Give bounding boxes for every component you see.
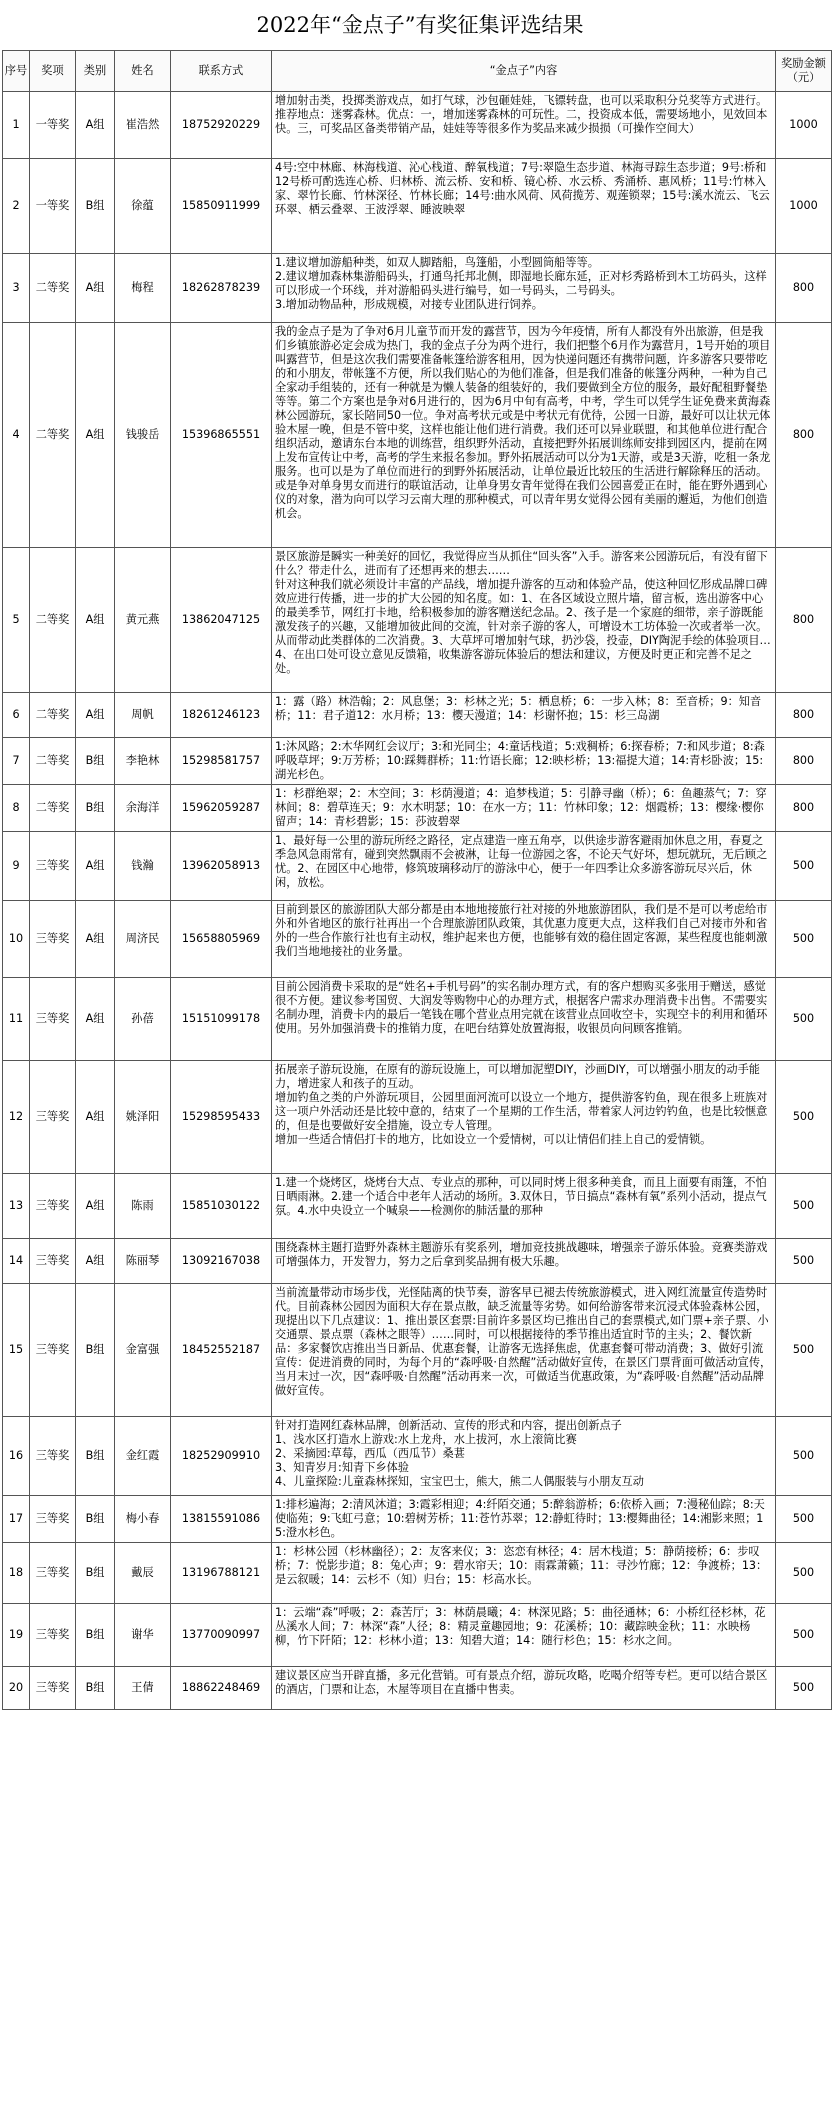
table-row xyxy=(3,832,832,901)
group-cell: B组 xyxy=(76,738,115,785)
award-cell: 二等奖 xyxy=(30,738,76,785)
header-seq: 序号 xyxy=(3,51,30,92)
name-cell: 周济民 xyxy=(115,901,171,978)
amount-cell: 800 xyxy=(776,693,832,738)
group-cell: A组 xyxy=(76,901,115,978)
header-content: “金点子”内容 xyxy=(272,51,776,92)
seq-cell: 15 xyxy=(3,1284,30,1417)
seq-cell: 7 xyxy=(3,738,30,785)
amount-cell: 800 xyxy=(776,254,832,323)
award-cell: 二等奖 xyxy=(30,548,76,693)
group-cell: B组 xyxy=(76,159,115,254)
amount-cell: 500 xyxy=(776,1284,832,1417)
name-cell: 王倩 xyxy=(115,1667,171,1710)
name-cell: 金红霞 xyxy=(115,1417,171,1496)
group-cell: A组 xyxy=(76,978,115,1061)
award-cell: 三等奖 xyxy=(30,1239,76,1284)
table-row xyxy=(3,785,832,832)
amount-cell: 500 xyxy=(776,901,832,978)
content-cell: 拓展亲子游玩设施，在原有的游玩设施上，可以增加泥塑DIY，沙画DIY，可以增强小朋友的动手能力，增进家人和孩子的互动。 增加钓鱼之类的户外游玩项目，公园里面河流可以设立一个地方，提供游客钓鱼，现在很多上班族对这一项户外活动还是比较中意的，结束了一个星期的工作生活，带着家人河边钓钓鱼，也是比较惬意的，但是也要做好安全措施，设立专人管理。 增加一些适合情侣打卡的地方，比如设立一个爱情树，可以让情侣们挂上自己的爱情锁。 xyxy=(272,1061,776,1174)
amount-cell: 500 xyxy=(776,1604,832,1667)
award-cell: 三等奖 xyxy=(30,978,76,1061)
award-cell: 一等奖 xyxy=(30,159,76,254)
table-row xyxy=(3,693,832,738)
table-row xyxy=(3,1239,832,1284)
contact-cell: 15298581757 xyxy=(171,738,272,785)
content-cell: 围绕森林主题打造野外森林主题游乐有奖系列，增加竞技挑战趣味，增强亲子游乐体验。竞赛类游戏可增强体力，开发智力，努力之后拿到奖品拥有极大乐趣。 xyxy=(272,1239,776,1284)
table-row xyxy=(3,1061,832,1174)
contact-cell: 15396865551 xyxy=(171,323,272,548)
seq-cell: 1 xyxy=(3,92,30,159)
name-cell: 陈雨 xyxy=(115,1174,171,1239)
amount-cell: 800 xyxy=(776,548,832,693)
table-row xyxy=(3,1496,832,1543)
group-cell: B组 xyxy=(76,1667,115,1710)
amount-cell: 1000 xyxy=(776,92,832,159)
content-cell: 1.建一个烧烤区，烧烤台大点、专业点的那种，可以同时烤上很多种美食，而且上面要有雨篷，不怕日晒雨淋。2.建一个适合中老年人活动的场所。3.双休日，节日搞点“森林有氧”系列小活动，提点气氛。4.水中央设立一个喊泉——检测你的肺活量的那种 xyxy=(272,1174,776,1239)
table-row xyxy=(3,1543,832,1604)
content-cell: 1:排杉遍海；2:清风沐道；3:霞彩相迎；4:纤陌交通；5:醉翁游桥；6:依桥入画；7:漫秘仙踪；8:天使临苑；9:飞虹弓意；10:碧树芳桥；11:苍竹苏翠；12:静虹待时；13:樱舞曲径；14:湘影来照；15:澄水杉色。 xyxy=(272,1496,776,1543)
name-cell: 陈丽琴 xyxy=(115,1239,171,1284)
contact-cell: 18262878239 xyxy=(171,254,272,323)
content-cell: 目前公园消费卡采取的是“姓名+手机号码”的实名制办理方式，有的客户想购买多张用于赠送，感觉很不方便。建议参考国贸、大润发等购物中心的办理方式，根据客户需求办理消费卡出售。不需要实名制办理，消费卡内的最后一笔钱在哪个营业点用完就在该营业点回收空卡，实现空卡的利用和循环使用。另外加强消费卡的推销力度，在吧台结算处放置海报，收银员向问顾客推销。 xyxy=(272,978,776,1061)
seq-cell: 2 xyxy=(3,159,30,254)
content-cell: 1:沐风路；2:木华网红会议厅；3:和光同尘；4:童话栈道；5:戏稠桥；6:探春桥；7:和风步道；8:森呼吸草坪；9:万芳桥；10:踩舞群桥；11:竹语长廊；12:映杉桥；13:福提大道；14:青杉卧波；15:湖光杉色。 xyxy=(272,738,776,785)
amount-cell: 800 xyxy=(776,785,832,832)
award-cell: 二等奖 xyxy=(30,323,76,548)
name-cell: 徐蕴 xyxy=(115,159,171,254)
group-cell: B组 xyxy=(76,785,115,832)
contact-cell: 15151099178 xyxy=(171,978,272,1061)
contact-cell: 15658805969 xyxy=(171,901,272,978)
content-cell: 我的金点子是为了争对6月儿童节而开发的露营节，因为今年疫情，所有人都没有外出旅游，但是我们乡镇旅游必定会成为热门，我的金点子分为两个进行，我们把整个6月作为露营月，1号开始的项目叫露营节，但是这次我们需要准备帐篷给游客租用，因为快递问题还有携带问题，许多游客只要带吃的和小朋友，带帐篷不方便，所以我们贴心的为他们准备，但是我们准备的帐篷分两种，一种为自己全家动手组装的，还有一种就是为懒人装备的组装好的，我们要做到全方位的服务，最好配租野餐垫等等。第二个方案也是争对6月进行的，因为6月中旬有高考，中考，学生可以凭学生证免费来黄海森林公园游玩，家长陪同50一位。争对高考状元或是中考状元有优待，公园一日游，最好可以让状元体验木屋一晚，但是不管中奖，这样也能让他们进行消费。我们还可以异业联盟，和其他单位进行配合组织活动，邀请东台本地的训练营，组织野外活动，直接把野外拓展训练师安排到园区内，提前在网上发布宣传让中考，高考的学生来报名参加。野外拓展活动可以分为1天游，或是3天游，吃租一条龙服务。也可以是为了单位而进行的到野外拓展活动，让单位最近比较压的生活进行解除释压的活动。或是争对单身男女而进行的联谊活动，让单身男女青年觉得在我们公园喜爱正在时，能在野外遇到心仪的对象，潜为向可以学习云南大理的那种模式，可以青年男女觉得公园有美丽的邂逅，为他们创造机会。 xyxy=(272,323,776,548)
award-cell: 三等奖 xyxy=(30,1667,76,1710)
content-cell: 目前到景区的旅游团队大部分都是由本地地接旅行社对接的外地旅游团队，我们是不是可以考虑给市外和外省地区的旅行社再出一个合理旅游团队政策，其优惠力度更大点，这样我们自己对接市外和省外的一些合作旅行社也有主动权，维护起来也方便，也能够有效的稳住固定客源，某些程度也能刺激我们当地地接社的业务量。 xyxy=(272,901,776,978)
table-row xyxy=(3,1284,832,1417)
content-cell: 1：露（路）林浩翰；2：风息堡；3：杉林之光；5：栖息桥；6：一步入林；8：至音桥；9：知音桥；11：君子道12：水月桥；13：樱天漫道；14：杉谢怀抱；15：杉三岛湖 xyxy=(272,693,776,738)
name-cell: 姚泽阳 xyxy=(115,1061,171,1174)
award-cell: 三等奖 xyxy=(30,1174,76,1239)
amount-cell: 500 xyxy=(776,832,832,901)
name-cell: 戴辰 xyxy=(115,1543,171,1604)
group-cell: A组 xyxy=(76,693,115,738)
name-cell: 周帆 xyxy=(115,693,171,738)
contact-cell: 15298595433 xyxy=(171,1061,272,1174)
name-cell: 梅小春 xyxy=(115,1496,171,1543)
group-cell: A组 xyxy=(76,1239,115,1284)
award-cell: 三等奖 xyxy=(30,901,76,978)
name-cell: 孙蓓 xyxy=(115,978,171,1061)
amount-cell: 500 xyxy=(776,1061,832,1174)
seq-cell: 8 xyxy=(3,785,30,832)
table-row xyxy=(3,1604,832,1667)
table-row xyxy=(3,978,832,1061)
table-row xyxy=(3,738,832,785)
contact-cell: 18862248469 xyxy=(171,1667,272,1710)
group-cell: B组 xyxy=(76,1604,115,1667)
group-cell: A组 xyxy=(76,254,115,323)
amount-cell: 500 xyxy=(776,1496,832,1543)
seq-cell: 9 xyxy=(3,832,30,901)
contact-cell: 15851030122 xyxy=(171,1174,272,1239)
group-cell: A组 xyxy=(76,832,115,901)
seq-cell: 17 xyxy=(3,1496,30,1543)
seq-cell: 12 xyxy=(3,1061,30,1174)
results-table xyxy=(2,50,832,1710)
contact-cell: 18452552187 xyxy=(171,1284,272,1417)
amount-cell: 500 xyxy=(776,1667,832,1710)
award-cell: 二等奖 xyxy=(30,693,76,738)
group-cell: A组 xyxy=(76,1174,115,1239)
header-group: 类别 xyxy=(76,51,115,92)
award-cell: 二等奖 xyxy=(30,254,76,323)
content-cell: 增加射击类，投掷类游戏点，如打气球，沙包砸娃娃，飞镖转盘，也可以采取积分兑奖等方式进行。推荐地点：迷雾森林。优点：一，增加迷雾森林的可玩性。二，投资成本低，需要场地小，见效回本快。三，可奖品区备类带销产品，娃娃等等很多作为奖品来减少损损（可操作空间大） xyxy=(272,92,776,159)
table-row xyxy=(3,1417,832,1496)
contact-cell: 13862047125 xyxy=(171,548,272,693)
group-cell: B组 xyxy=(76,1543,115,1604)
seq-cell: 19 xyxy=(3,1604,30,1667)
table-row xyxy=(3,254,832,323)
contact-cell: 15962059287 xyxy=(171,785,272,832)
contact-cell: 18752920229 xyxy=(171,92,272,159)
contact-cell: 13815591086 xyxy=(171,1496,272,1543)
group-cell: A组 xyxy=(76,1061,115,1174)
content-cell: 1：杉林公园（杉林幽径）；2：友客来仪；3：恣恋有林径；4：居木栈道；5：静荫接桥；6：步叹桥；7：悦影步道；8：兔心声；9：碧水帘天；10：雨霖萧籁；11：寻沙竹廊；12：争渡桥；13：是云叙暖；14：云杉不（知）归台；15：杉高水长。 xyxy=(272,1543,776,1604)
amount-cell: 500 xyxy=(776,1174,832,1239)
amount-cell: 500 xyxy=(776,978,832,1061)
group-cell: B组 xyxy=(76,1284,115,1417)
seq-cell: 16 xyxy=(3,1417,30,1496)
name-cell: 钱骏岳 xyxy=(115,323,171,548)
content-cell: 1.建议增加游船种类，如双人脚踏船，鸟篷船，小型圆筒船等等。 2.建议增加森林集游船码头，打通鸟托邦北侧，即湿地长廊东延，正对杉秀路桥到木工坊码头，这样可以形成一个环线，并对游船码头进行编号，如一号码头，二号码头。 3.增加动物品种，形成规模，对接专业团队进行饲养。 xyxy=(272,254,776,323)
table-row xyxy=(3,159,832,254)
award-cell: 三等奖 xyxy=(30,1543,76,1604)
seq-cell: 13 xyxy=(3,1174,30,1239)
table-row xyxy=(3,901,832,978)
amount-cell: 800 xyxy=(776,323,832,548)
contact-cell: 18252909910 xyxy=(171,1417,272,1496)
content-cell: 1：云端“森”呼吸；2：森苦厅；3：林荫晨曦；4：林深见路；5：曲径通林；6：小桥红径杉林，花丛溪水人间；7：林深“森”人径；8：精灵童趣园地；9：花溪桥；10：藏踪映金秋；11：水映杨柳，竹下阡陌；12：杉林小道；13：知碧大道；14：随行杉色；15：杉水之间。 xyxy=(272,1604,776,1667)
header-award: 奖项 xyxy=(30,51,76,92)
content-cell: 4号:空中林廊、林海栈道、沁心栈道、醉氧栈道；7号:翠隐生态步道、林海寻踪生态步道；9号:桥和12号桥可酌选连心桥、归林桥、流云桥、安和桥、镜心桥、水云桥、秀涌桥、惠风桥；11号:竹林入家、翠竹长廊、竹林深径、竹林长廊；14号:曲水风荷、风荷揽芳、观莲锁翠；15号:溪水流云、飞云环翠、栖云叠翠、王波浮翠、睡波映翠 xyxy=(272,159,776,254)
table-row xyxy=(3,1667,832,1710)
award-cell: 三等奖 xyxy=(30,1604,76,1667)
table-row xyxy=(3,323,832,548)
amount-cell: 800 xyxy=(776,738,832,785)
seq-cell: 18 xyxy=(3,1543,30,1604)
content-cell: 1：杉群绝翠；2：木空间；3：杉荫漫道；4：追梦栈道；5：引静寻幽（桥）；6：鱼趣蒸气；7：穿林间；8：碧草连天；9：水木明瑟；10：在水一方；11：竹林印象；12：烟霞桥；13：樱缘·樱你留声；14：青杉碧影；15：莎波碧翠 xyxy=(272,785,776,832)
header-row xyxy=(3,51,832,92)
contact-cell: 18261246123 xyxy=(171,693,272,738)
table-row xyxy=(3,92,832,159)
award-cell: 三等奖 xyxy=(30,832,76,901)
contact-cell: 13196788121 xyxy=(171,1543,272,1604)
award-cell: 三等奖 xyxy=(30,1417,76,1496)
seq-cell: 6 xyxy=(3,693,30,738)
table-body xyxy=(3,92,832,1710)
name-cell: 崔浩然 xyxy=(115,92,171,159)
contact-cell: 15850911999 xyxy=(171,159,272,254)
name-cell: 钱瀚 xyxy=(115,832,171,901)
group-cell: A组 xyxy=(76,323,115,548)
page-title: 2022年“金点子”有奖征集评选结果 xyxy=(256,13,584,37)
contact-cell: 13770090997 xyxy=(171,1604,272,1667)
contact-cell: 13092167038 xyxy=(171,1239,272,1284)
name-cell: 梅程 xyxy=(115,254,171,323)
name-cell: 李艳林 xyxy=(115,738,171,785)
award-cell: 二等奖 xyxy=(30,785,76,832)
name-cell: 余海洋 xyxy=(115,785,171,832)
group-cell: A组 xyxy=(76,92,115,159)
group-cell: A组 xyxy=(76,548,115,693)
name-cell: 谢华 xyxy=(115,1604,171,1667)
amount-cell: 500 xyxy=(776,1417,832,1496)
award-cell: 三等奖 xyxy=(30,1061,76,1174)
name-cell: 金富强 xyxy=(115,1284,171,1417)
content-cell: 当前流量带动市场步伐，光怪陆离的快节奏，游客早已褪去传统旅游模式，进入网红流量宣传造势时代。目前森林公园因为面积大存在景点散，缺乏流量等劣势。如何给游客带来沉浸式体验森林公园，现提出以下几点建议：1、推出景区套票:目前许多景区均已推出自己的套票模式,如门票+亲子票、小交通票、景点票（森林之眼等）……同时，可以根据接待的季节推出适宜时节的主头；2、餐饮新品：多家餐饮店推出当日新品、优惠套餐，让游客无选择焦虑，优惠套餐可带动消费；3、做好引流宣传：促进消费的同时，为每个月的“森呼吸·自然醒”活动做好宣传，在景区门票背面可做活动宣传，当月末过一次，因“森呼吸·自然醒”活动再来一次，可做适当优惠政策，为“森呼吸·自然醒”活动品牌做好宣传。 xyxy=(272,1284,776,1417)
header-name: 姓名 xyxy=(115,51,171,92)
seq-cell: 5 xyxy=(3,548,30,693)
seq-cell: 11 xyxy=(3,978,30,1061)
seq-cell: 10 xyxy=(3,901,30,978)
award-cell: 三等奖 xyxy=(30,1284,76,1417)
header-amount: 奖励金额（元） xyxy=(776,51,832,92)
seq-cell: 4 xyxy=(3,323,30,548)
award-cell: 三等奖 xyxy=(30,1496,76,1543)
contact-cell: 13962058913 xyxy=(171,832,272,901)
table-row xyxy=(3,1174,832,1239)
name-cell: 黄元燕 xyxy=(115,548,171,693)
seq-cell: 3 xyxy=(3,254,30,323)
group-cell: B组 xyxy=(76,1496,115,1543)
content-cell: 景区旅游是瞬实一种美好的回忆，我觉得应当从抓住“回头客”入手。游客来公园游玩后，有没有留下什么？带走什么，进而有了还想再来的想去…… 针对这种我们就必须设计丰富的产品线，增加提升游客的互动和体验产品，使这种回忆形成品牌口碑效应进行传播，进一步的扩大公园的知名度。如：1、在各区域设立照片墙，留言板，选出游客中心的最美季节，网红打卡地，给积极参加的游客赠送纪念品。2、孩子是一个家庭的细带，亲子游既能激发孩子的兴趣，又能增加彼此间的交流，针对亲子游的客人，可增设木工坊体验一次或者举一次。从而带动此类群体的二次消费。3、大草坪可增加射气球，扔沙袋，投壶，DIY陶泥手绘的体验项目…4、在出口处可设立意见反馈箱，收集游客游玩体验后的想法和建议，方便及时更正和完善不足之处。 xyxy=(272,548,776,693)
header-contact: 联系方式 xyxy=(171,51,272,92)
amount-cell: 500 xyxy=(776,1543,832,1604)
amount-cell: 1000 xyxy=(776,159,832,254)
group-cell: B组 xyxy=(76,1417,115,1496)
amount-cell: 500 xyxy=(776,1239,832,1284)
table-row xyxy=(3,548,832,693)
content-cell: 1、最好每一公里的游玩所经之路径，定点建造一座五角亭，以供途步游客避雨加休息之用，春夏之季急风急雨常有，碰到突然飘雨不会被淋，让每一位游园之客，不论天气好坏，想玩就玩，无后顾之忧。2、在园区中心地带，修筑玻璃移动厅的游泳中心，便于一年四季让众多游客游玩尽兴后，休闲，放松。 xyxy=(272,832,776,901)
seq-cell: 14 xyxy=(3,1239,30,1284)
seq-cell: 20 xyxy=(3,1667,30,1710)
award-cell: 一等奖 xyxy=(30,92,76,159)
content-cell: 针对打造网红森林品牌，创新活动、宣传的形式和内容，提出创新点子 1、浅水区打造水上游戏:水上龙舟，水上拔河，水上滚筒比赛 2、采摘园:草莓，西瓜（西瓜节）桑葚 3、知青岁月:知青下乡体验 4、儿童探险:儿童森林探知，宝宝巴士，熊大，熊二人偶服装与小朋友互动 xyxy=(272,1417,776,1496)
content-cell: 建议景区应当开辟直播，多元化营销。可有景点介绍，游玩攻略，吃喝介绍等专栏。更可以结合景区的酒店，门票和让态，木屋等项目在直播中售卖。 xyxy=(272,1667,776,1710)
